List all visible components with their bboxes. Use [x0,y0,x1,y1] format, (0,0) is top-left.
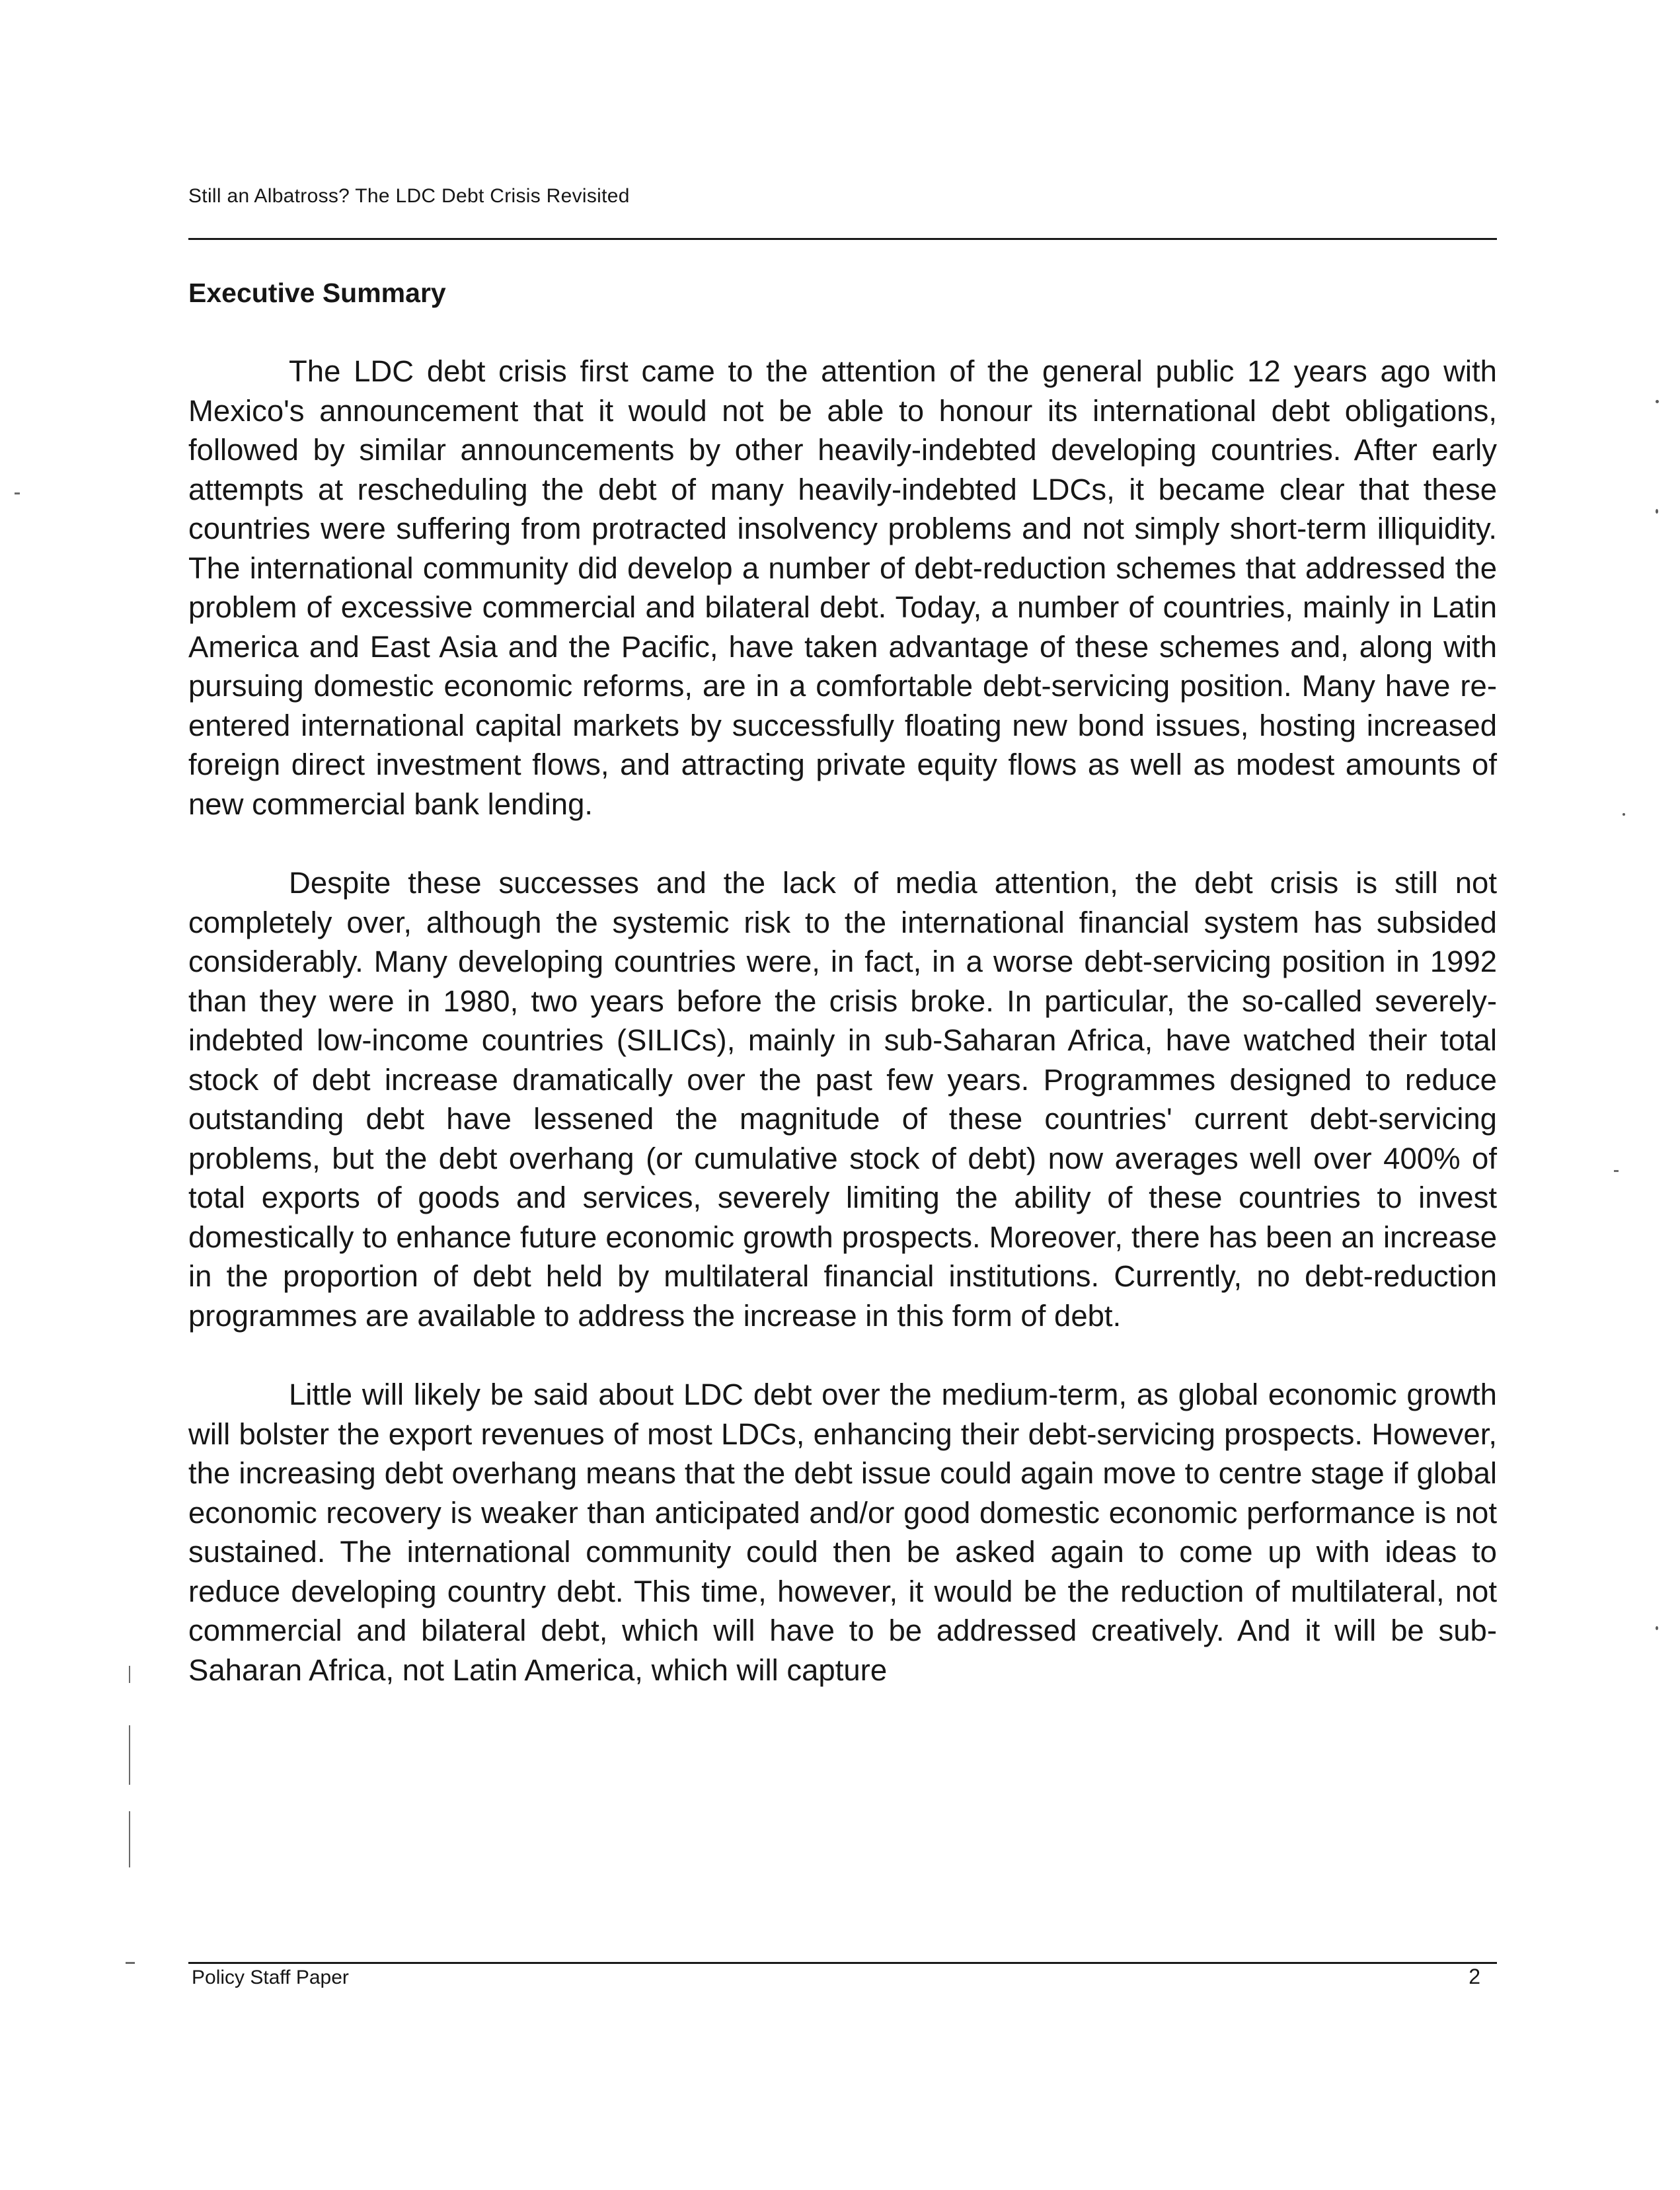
scan-mark [126,1962,135,1964]
scan-speck [1656,1626,1658,1630]
page-number: 2 [1469,1965,1480,1988]
running-header: Still an Albatross? The LDC Debt Crisis Revisited [188,185,630,207]
scan-mark [129,1725,130,1785]
scan-mark [129,1666,130,1683]
scan-speck [1656,509,1658,514]
paragraph: Little will likely be said about LDC debt over the medium-term, as global economic growth will bolster the export revenues of most LDCs, enhancing their debt-servicing prospects. However, the increasing debt overhang means that the debt issue could again move to centre stage if global economic recovery is weaker than anticipated and/or good domestic economic performance is not sustained. The international community could then be asked again to come up with ideas to reduce developing country debt. This time, however, it would be the reduction of multilateral, not commercial and bilateral debt, which will have to be addressed creatively. And it will be sub-Saharan Africa, not Latin America, which will capture [188,1378,1497,1687]
header-rule [188,238,1497,240]
scan-speck [1623,813,1625,816]
section-title: Executive Summary [188,278,446,308]
body-text [188,352,1497,1690]
scan-mark [1614,1170,1619,1172]
paragraph: The LDC debt crisis first came to the attention of the general public 12 years ago with Mexico's announcement that it would not be able to honour its international debt obligations, followed by similar announcements by other heavily-indebted developing countries. After early attempts at rescheduling the debt of many heavily-indebted LDCs, it became clear that these countries were suffering from protracted insolvency problems and not simply short-term illiquidity. The international community did develop a number of debt-reduction schemes that addressed the problem of excessive commercial and bilateral debt. Today, a number of countries, mainly in Latin America and East Asia and the Pacific, have taken advantage of these schemes and, along with pursuing domestic economic reforms, are in a comfortable debt-servicing position. Many have re-entered international capital markets by successfully floating new bond issues, hosting increased foreign direct investment flows, and attracting private equity flows as well as modest amounts of new commercial bank lending. [188,354,1497,821]
footer-rule [188,1962,1497,1964]
scan-mark [129,1811,130,1867]
scan-mark [15,492,20,494]
footer-label: Policy Staff Paper [192,1967,349,1988]
paragraph: Despite these successes and the lack of media attention, the debt crisis is still not completely over, although the systemic risk to the international financial system has subsided considerably. Many developing countries were, in fact, in a worse debt-servicing position in 1992 than they were in 1980, two years before the crisis broke. In particular, the so-called severely-indebted low-income countries (SILICs), mainly in sub-Saharan Africa, have watched their total stock of debt increase dramatically over the past few years. Programmes designed to reduce outstanding debt have lessened the magnitude of these countries' current debt-servicing problems, but the debt overhang (or cumulative stock of debt) now averages well over 400% of total exports of goods and services, severely limiting the ability of these countries to invest domestically to enhance future economic growth prospects. Moreover, there has been an increase in the proportion of debt held by multilateral financial institutions. Currently, no debt-reduction programmes are available to address the increase in this form of debt. [188,866,1497,1333]
scan-speck [1656,400,1659,403]
